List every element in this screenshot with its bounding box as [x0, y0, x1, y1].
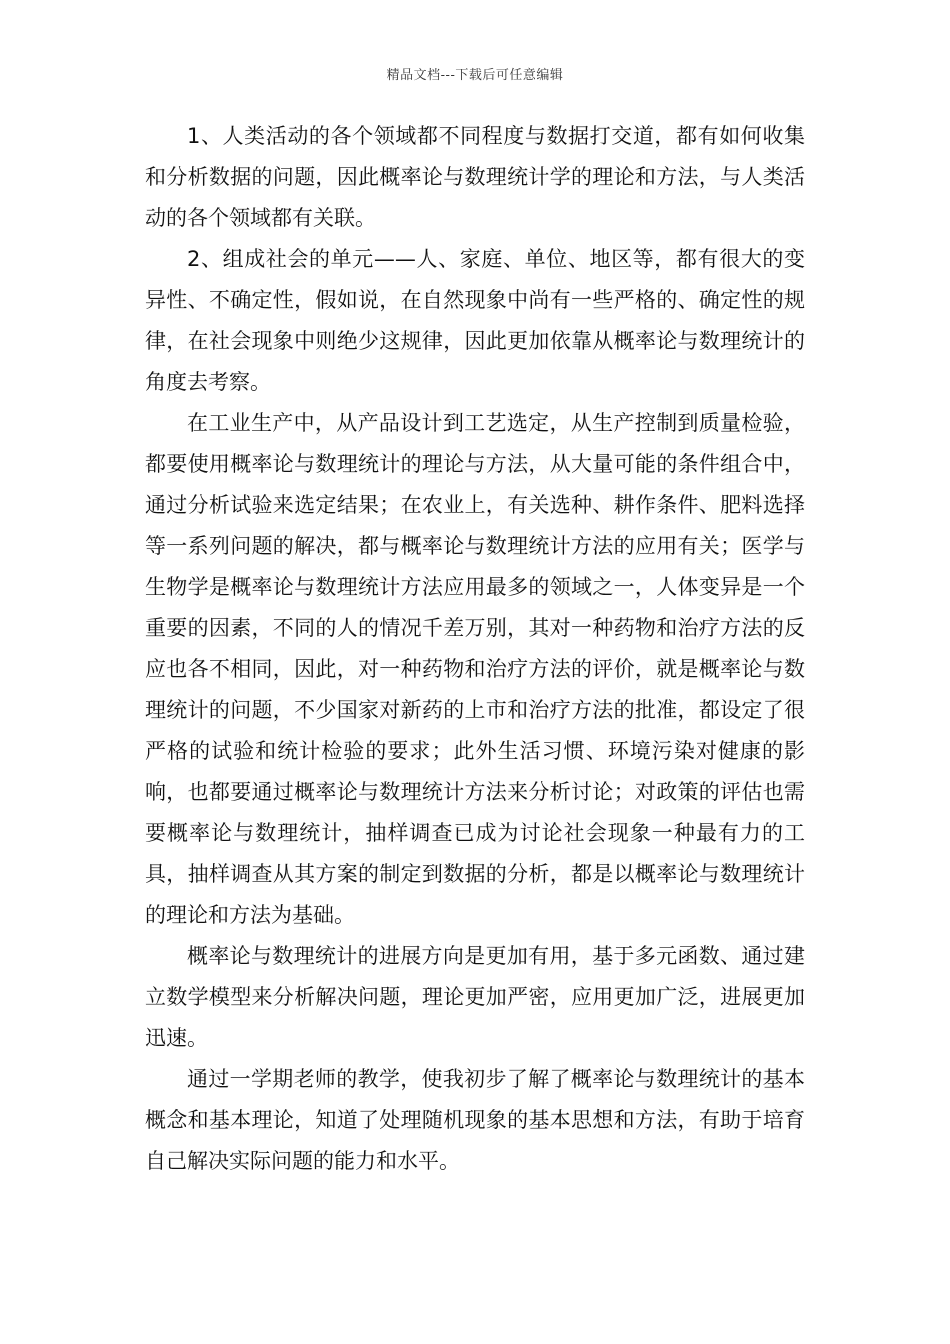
paragraph-2: 2、组成社会的单元——人、家庭、单位、地区等，都有很大的变异性、不确定性，假如说，在自然现象中尚有一些严格的、确定性的规律，在社会现象中则绝少这规律，因此更加依靠从概率论与数理统计的角度去考察。: [145, 247, 805, 394]
paragraph-4: 概率论与数理统计的进展方向是更加有用，基于多元函数、通过建立数学模型来分析解决问题，理论更加严密，应用更加广泛，进展更加迅速。: [145, 944, 805, 1050]
document-body: [145, 116, 805, 1182]
page-header: 精品文档---下载后可任意编辑: [386, 68, 564, 83]
paragraph-5: 通过一学期老师的教学，使我初步了解了概率论与数理统计的基本概念和基本理论，知道了处理随机现象的基本思想和方法，有助于培育自己解决实际问题的能力和水平。: [145, 1067, 805, 1173]
paragraph-1: 1、人类活动的各个领域都不同程度与数据打交道，都有如何收集和分析数据的问题，因此概率论与数理统计学的理论和方法，与人类活动的各个领域都有关联。: [145, 124, 805, 230]
paragraph-3: 在工业生产中，从产品设计到工艺选定，从生产控制到质量检验，都要使用概率论与数理统计的理论与方法，从大量可能的条件组合中，通过分析试验来选定结果；在农业上，有关选种、耕作条件、肥料选择等一系列问题的解决，都与概率论与数理统计方法的应用有关；医学与生物学是概率论与数理统计方法应用最多的领域之一，人体变异是一个重要的因素，不同的人的情况千差万别，其对一种药物和治疗方法的反应也各不相同，因此，对一种药物和治疗方法的评价，就是概率论与数理统计的问题，不少国家对新药的上市和治疗方法的批准，都设定了很严格的试验和统计检验的要求；此外生活习惯、环境污染对健康的影响，也都要通过概率论与数理统计方法来分析讨论；对政策的评估也需要概率论与数理统计，抽样调查已成为讨论社会现象一种最有力的工具，抽样调查从其方案的制定到数据的分析，都是以概率论与数理统计的理论和方法为基础。: [145, 411, 805, 927]
